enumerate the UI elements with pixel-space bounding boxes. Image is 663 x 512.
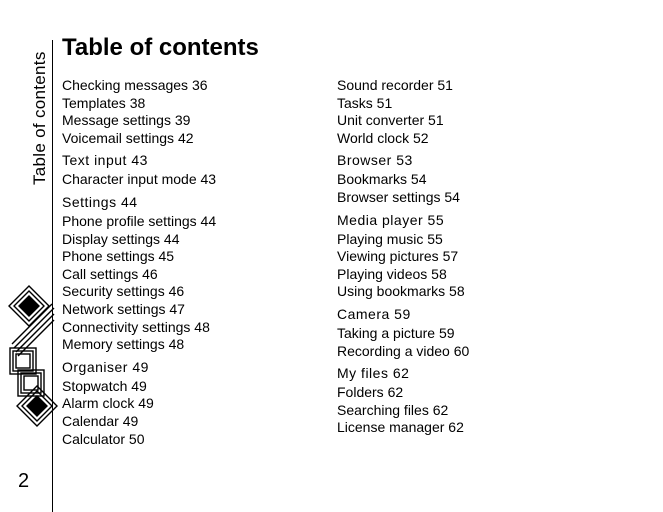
toc-entry[interactable]: Message settings 39: [62, 112, 191, 129]
toc-section: [337, 77, 597, 147]
toc-entry[interactable]: Checking messages 36: [62, 77, 208, 93]
toc-section-heading[interactable]: Organiser 49: [62, 358, 149, 375]
toc-section: [337, 212, 597, 301]
toc-entry[interactable]: Character input mode 43: [62, 171, 217, 188]
toc-entry[interactable]: Phone profile settings 44: [62, 212, 217, 229]
toc-section: [337, 365, 597, 437]
toc-section: [337, 152, 597, 206]
toc-entry[interactable]: Taking a picture 59: [337, 324, 455, 341]
toc-section-heading[interactable]: My files 62: [337, 365, 410, 382]
toc-entry[interactable]: Recording a video 60: [337, 342, 470, 359]
toc-entry[interactable]: Unit converter 51: [337, 112, 444, 129]
toc-entry[interactable]: Folders 62: [337, 384, 404, 401]
toc-entry[interactable]: Stopwatch 49: [62, 377, 147, 394]
toc-entry[interactable]: Playing videos 58: [337, 265, 447, 282]
toc-entry[interactable]: World clock 52: [337, 129, 429, 146]
toc-entry[interactable]: Tasks 51: [337, 94, 393, 111]
page-number: 2: [18, 470, 30, 492]
toc-entry[interactable]: Using bookmarks 58: [337, 283, 465, 300]
page-title: Table of contents: [62, 34, 259, 61]
toc-section: [62, 77, 322, 147]
decorative-pattern-graphic: [0, 282, 60, 442]
toc-section: [62, 359, 322, 448]
toc-entry[interactable]: Phone settings 45: [62, 248, 175, 265]
toc-entry[interactable]: Playing music 55: [337, 230, 443, 247]
toc-entry[interactable]: Voicemail settings 42: [62, 129, 194, 146]
toc-section-heading[interactable]: Settings 44: [62, 193, 138, 210]
toc-section: [62, 152, 322, 189]
toc-entry[interactable]: Network settings 47: [62, 300, 185, 317]
toc-section-heading[interactable]: Camera 59: [337, 305, 411, 322]
toc-entry[interactable]: Browser settings 54: [337, 188, 460, 205]
toc-entry[interactable]: Calculator 50: [62, 430, 145, 447]
toc-entry[interactable]: Viewing pictures 57: [337, 248, 459, 265]
toc-entry[interactable]: Calendar 49: [62, 412, 139, 429]
toc-section: [337, 306, 597, 360]
toc-section-heading[interactable]: Media player 55: [337, 211, 445, 228]
toc-column-right: [337, 77, 597, 442]
toc-section-heading[interactable]: Text input 43: [62, 152, 148, 169]
toc-entry[interactable]: Searching files 62: [337, 401, 449, 418]
toc-entry[interactable]: License manager 62: [337, 419, 464, 436]
toc-entry[interactable]: Sound recorder 51: [337, 77, 453, 93]
toc-entry[interactable]: Templates 38: [62, 94, 146, 111]
toc-entry[interactable]: Bookmarks 54: [337, 171, 427, 188]
toc-column-left: [62, 77, 322, 453]
toc-section: [62, 194, 322, 354]
toc-entry[interactable]: Memory settings 48: [62, 336, 185, 353]
toc-entry[interactable]: Display settings 44: [62, 230, 180, 247]
toc-entry[interactable]: Alarm clock 49: [62, 395, 154, 412]
side-title: Table of contents: [30, 51, 49, 185]
toc-entry[interactable]: Security settings 46: [62, 283, 185, 300]
toc-section-heading[interactable]: Browser 53: [337, 152, 413, 169]
toc-entry[interactable]: Connectivity settings 48: [62, 318, 210, 335]
toc-entry[interactable]: Call settings 46: [62, 265, 158, 282]
